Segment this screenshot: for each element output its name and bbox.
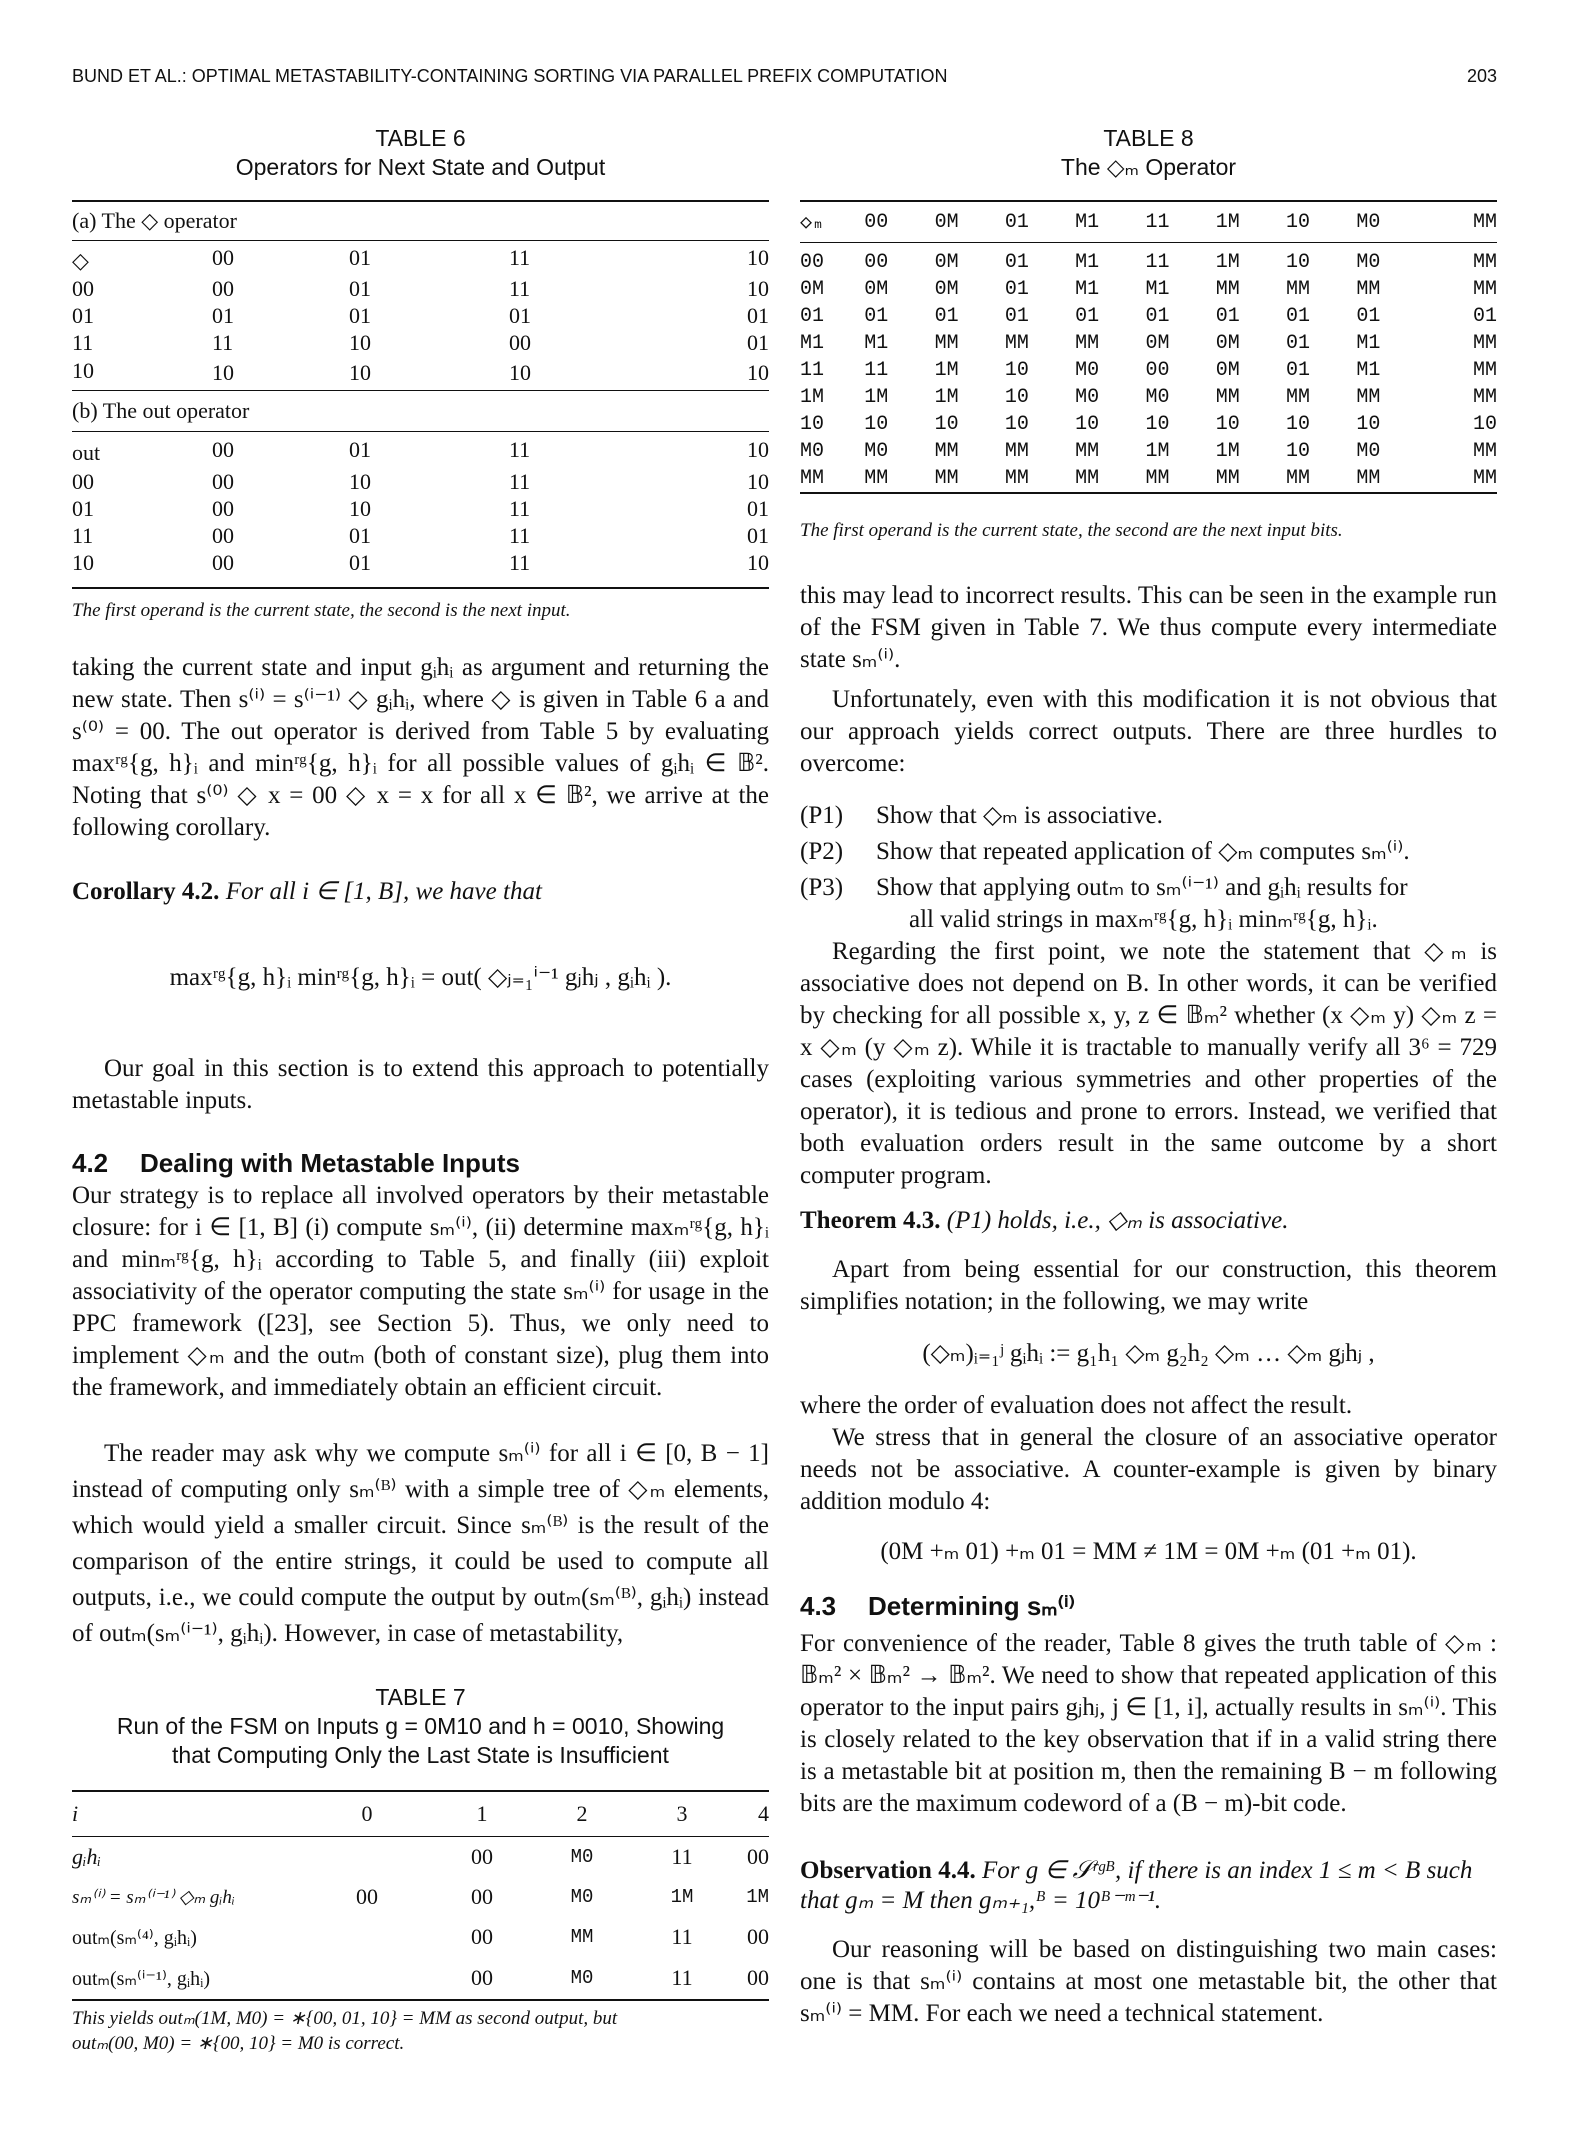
table7-cell: 00: [356, 1884, 378, 1909]
table8-cell: MM: [1472, 386, 1497, 409]
right-paragraph-4: Apart from being essential for our construction, this theorem simplifies notation; in the following, we may write: [800, 1256, 1497, 1315]
table8-cell: 0M: [800, 278, 825, 301]
table8-note: The first operand is the current state, the second are the next input bits.: [800, 520, 1343, 541]
table8-cell: MM: [1075, 332, 1100, 355]
table6-cell: 00: [72, 468, 94, 494]
table8-cell: 01: [1286, 305, 1311, 328]
table6-cell: 10: [349, 495, 371, 521]
table8-cell: MM: [864, 467, 889, 490]
table8-header-cell: 0M: [934, 210, 959, 234]
table8-cell: M0: [800, 440, 825, 463]
table8-cell: MM: [1286, 467, 1311, 490]
table8-cell: MM: [1472, 467, 1497, 490]
table6-b-row: [72, 522, 769, 549]
table8-cell: MM: [1004, 332, 1029, 355]
table8-cell: MM: [1075, 467, 1100, 490]
table7-cell: outₘ(sₘ⁽ⁱ⁻¹⁾, gᵢhᵢ): [72, 1967, 211, 1990]
table7-cell: 00: [471, 1884, 493, 1909]
right-paragraph-8: Our reasoning will be based on distinguishing two main cases: one is that sₘ⁽ⁱ⁾ contains at most one metastable bit, the other that sₘ⁽ⁱ⁾ = MM. For each we need a technical statement.: [800, 1936, 1497, 2027]
table8-cell: 11: [864, 359, 889, 382]
table8-cell: 1M: [934, 359, 959, 382]
table8-cell: MM: [1356, 467, 1381, 490]
table8-cell: MM: [1145, 467, 1170, 490]
table8-cell: M0: [1356, 440, 1381, 463]
table6-cell: 10: [72, 358, 94, 383]
table6-cell: 11: [212, 329, 234, 355]
table7-header-cell: 4: [758, 1801, 769, 1826]
table8-cell: MM: [800, 467, 825, 490]
table6-cell: 10: [747, 360, 769, 385]
table7-grid: [72, 1790, 769, 2001]
table8-cell: 1M: [1215, 440, 1240, 463]
table8: [800, 200, 1497, 494]
table6-cell: 01: [72, 302, 94, 328]
running-header: [72, 66, 1497, 87]
table6-b-header-cell: out: [72, 440, 101, 465]
table6-cell: 01: [349, 275, 371, 301]
table7-label: TABLE 7: [375, 1684, 466, 1710]
table7-cell: 00: [471, 1924, 493, 1949]
table8-cell: MM: [1286, 386, 1311, 409]
table8-cell: 11: [800, 359, 825, 382]
table8-cell: 0M: [1215, 332, 1240, 355]
observation-text: For g ∈ 𝒮ʳᵍᴮ, if there is an index 1 ≤ m < B such that gₘ = M then gₘ₊₁,ᴮ = 10ᴮ⁻ᵐ⁻¹.: [800, 1857, 1473, 1914]
table6-b-header-row: [72, 432, 769, 469]
table8-cell: 1M: [934, 386, 959, 409]
table8-grid: [800, 200, 1497, 494]
right-paragraph-5: where the order of evaluation does not affect the result.: [800, 1392, 1353, 1419]
table8-cell: 1M: [1145, 440, 1170, 463]
table8-row: [800, 384, 1497, 411]
hurdle-p3: [800, 872, 1497, 904]
counterexample-equation: (0M +ₘ 01) +ₘ 01 = MM ≠ 1M = 0M +ₘ (01 +ₘ 01).: [880, 1538, 1417, 1565]
table8-cell: 10: [1356, 413, 1381, 436]
hurdle-list: [800, 800, 1497, 936]
table7-cell: [302, 1837, 432, 1878]
table8-row: [800, 243, 1497, 277]
table8-header-cell: M1: [1075, 210, 1100, 234]
table8-cell: MM: [1004, 467, 1029, 490]
section-title: Determining sₘ⁽ⁱ⁾: [868, 1591, 1075, 1621]
table8-cell: MM: [1215, 467, 1240, 490]
table8-cell: M1: [1075, 278, 1100, 301]
table7-title-line1: Run of the FSM on Inputs g = 0M10 and h = 0010, Showing: [116, 1713, 725, 1739]
table6-a-row: [72, 302, 769, 329]
table7-cell: M0: [570, 1967, 594, 1989]
hurdle-p1: [800, 800, 1497, 832]
table8-cell: 0M: [934, 278, 959, 301]
table8-cell: 0M: [1145, 332, 1170, 355]
table8-cell: 1M: [1215, 251, 1240, 274]
table8-cell: MM: [1356, 278, 1381, 301]
table7-note: [72, 2006, 769, 2056]
table8-cell: 10: [1286, 413, 1311, 436]
observation-label: Observation 4.4.: [800, 1857, 976, 1884]
section-number: 4.2: [72, 1148, 109, 1178]
table7-title-line2: that Computing Only the Last State is Insufficient: [172, 1742, 669, 1768]
table6-title: Operators for Next State and Output: [235, 154, 606, 180]
table8-row: [800, 303, 1497, 330]
table8-cell: 01: [1004, 251, 1029, 274]
table7-header-cell: 0: [361, 1801, 373, 1826]
table7-cell: 1M: [670, 1886, 694, 1908]
table8-cell: MM: [1004, 440, 1029, 463]
table8-cell: 01: [1004, 305, 1029, 328]
table6-b-header-cell: 10: [747, 437, 769, 462]
table8-cell: 01: [1004, 278, 1029, 301]
table7-cell: 11: [671, 1965, 693, 1990]
table7-row: [72, 1917, 769, 1957]
table6-cell: 00: [212, 275, 234, 301]
table8-header-cell: MM: [1472, 210, 1497, 234]
table8-cell: M1: [1356, 332, 1381, 355]
table6-note: The first operand is the current state, the second is the next input.: [72, 600, 571, 621]
table6-b-header-cell: 11: [509, 437, 531, 462]
table6-a-header-row: [72, 241, 769, 276]
table6-a-row: [72, 275, 769, 302]
table8-cell: M1: [1145, 278, 1170, 301]
table6-cell: 01: [747, 302, 769, 328]
table8-cell: 01: [1075, 305, 1100, 328]
table6-part-b-heading: (b) The out operator: [72, 391, 769, 432]
table6-cell: 00: [212, 522, 234, 548]
left-paragraph-2: Our goal in this section is to extend this approach to potentially metastable inputs.: [72, 1055, 769, 1114]
table7: [72, 1790, 769, 2001]
table6-a-header-cell: 01: [349, 245, 371, 270]
table7-row: [72, 1837, 769, 1878]
table6-a-header-cell: ◇: [72, 248, 89, 273]
table6-cell: 10: [349, 329, 371, 355]
section-4-2-heading: [72, 1147, 769, 1179]
table6-cell: 01: [747, 522, 769, 548]
table7-cell: [302, 1917, 432, 1957]
table8-cell: 11: [1145, 251, 1170, 274]
table8-cell: 01: [1145, 305, 1170, 328]
notation-equation: (◇ₘ)ᵢ₌₁ʲ gᵢhᵢ := g₁h₁ ◇ₘ g₂h₂ ◇ₘ … ◇ₘ gⱼhⱼ ,: [922, 1340, 1375, 1367]
right-paragraph-2: Unfortunately, even with this modification it is not obvious that our approach yields correct outputs. There are three hurdles to overcome:: [800, 686, 1497, 777]
table6-cell: 01: [212, 302, 234, 328]
table8-cell: 10: [1075, 413, 1100, 436]
table7-cell: outₘ(sₘ⁽⁴⁾, gᵢhᵢ): [72, 1926, 197, 1949]
corollary-equation: maxʳᵍ{g, h}ᵢ minʳᵍ{g, h}ᵢ = out( ◇ⱼ₌₁ⁱ⁻¹ gⱼhⱼ , gᵢhᵢ ).: [169, 964, 672, 991]
table7-cell: sₘ⁽ⁱ⁾ = sₘ⁽ⁱ⁻¹⁾ ◇ₘ gᵢhᵢ: [72, 1886, 235, 1908]
table8-cell: 10: [1215, 413, 1240, 436]
corollary-label: Corollary 4.2.: [72, 878, 220, 905]
hurdle-p3-cont: all valid strings in maxₘʳᵍ{g, h}ᵢ minₘʳᵍ{g, h}ᵢ.: [909, 906, 1378, 933]
theorem-text: (P1) holds, i.e., ◇ₘ is associative.: [946, 1207, 1289, 1234]
table6-a-row: [72, 356, 769, 391]
table6-cell: 10: [349, 360, 371, 385]
table6-cell: 11: [72, 522, 94, 548]
table8-header-cell: 00: [864, 210, 889, 234]
table8-cell: MM: [1356, 386, 1381, 409]
table7-header-cell: 3: [676, 1801, 688, 1826]
table6-cell: 00: [72, 275, 94, 301]
table8-row: [800, 465, 1497, 493]
theorem-label: Theorem 4.3.: [800, 1207, 941, 1234]
table8-header-cell: 10: [1286, 210, 1311, 234]
table7-cell: 1M: [746, 1886, 769, 1908]
table8-cell: 00: [800, 251, 825, 274]
table6-bottom-rule: [72, 587, 769, 589]
table8-title: The ◇ₘ Operator: [1060, 154, 1237, 180]
table8-cell: M0: [1145, 386, 1170, 409]
table8-row: [800, 411, 1497, 438]
table8-cell: MM: [1472, 278, 1497, 301]
table7-cell: 11: [671, 1844, 693, 1869]
right-paragraph-7: For convenience of the reader, Table 8 gives the truth table of ◇ₘ : 𝔹ₘ² × 𝔹ₘ² → 𝔹ₘ². We need to show that repeated application of this operator to the input pairs gⱼhⱼ, j ∈ [1, i], actually results in sₘ⁽ⁱ⁾. This is closely related to the key observation that if in a valid string there is a metastable bit at position m, then the remaining B − m following bits are the maximum codeword of a (B − m)-bit code.: [800, 1630, 1497, 1817]
table8-cell: 10: [934, 413, 959, 436]
table8-cell: 01: [1286, 332, 1311, 355]
table8-cell: 01: [1215, 305, 1240, 328]
table7-cell: 11: [671, 1924, 693, 1949]
table8-cell: 10: [800, 413, 825, 436]
table6-cell: 11: [72, 329, 94, 355]
table7-note-line2: outₘ(00, M0) = ∗{00, 10} = M0 is correct.: [72, 2033, 405, 2054]
section-number: 4.3: [800, 1591, 837, 1621]
table8-cell: 1M: [864, 386, 889, 409]
table8-cell: 10: [864, 413, 889, 436]
table6-cell: 11: [509, 495, 531, 521]
table7-cell: 00: [747, 1924, 769, 1949]
table8-cell: 01: [1472, 305, 1497, 328]
table8-cell: M0: [864, 440, 889, 463]
hurdle-p2: [800, 836, 1497, 868]
table6-b-row: [72, 549, 769, 576]
table7-header-cell: 1: [476, 1801, 488, 1826]
table8-cell: M1: [1075, 251, 1100, 274]
table8-header-row: [800, 201, 1497, 243]
table8-header-cell: ◇ₘ: [800, 212, 825, 235]
table6-cell: 00: [212, 495, 234, 521]
table6-cell: 00: [509, 329, 531, 355]
table8-cell: MM: [1472, 440, 1497, 463]
table8-cell: M1: [1356, 359, 1381, 382]
table7-header-row: [72, 1791, 769, 1837]
table7-row: [72, 1877, 769, 1917]
table6-b-row: [72, 495, 769, 522]
table6-cell: 01: [349, 522, 371, 548]
page-number: 203: [1466, 66, 1497, 86]
table6-cell: 10: [747, 275, 769, 301]
table8-cell: 00: [1145, 359, 1170, 382]
hurdle-text: Show that ◇ₘ is associative.: [876, 802, 1163, 829]
table6-a-row: [72, 329, 769, 356]
corollary-4-2: [72, 876, 769, 908]
table7-cell: MM: [570, 1926, 594, 1948]
table6-a-header-cell: 11: [509, 245, 531, 270]
table8-header-cell: M0: [1356, 210, 1381, 234]
table8-cell: 01: [1286, 359, 1311, 382]
left-paragraph-3: Our strategy is to replace all involved operators by their metastable closure: for i ∈ [1, B] (i) compute sₘ⁽ⁱ⁾, (ii) determine maxₘʳᵍ{g, h}ᵢ and minₘʳᵍ{g, h}ᵢ according to Table 5, and finally (iii) exploit associativity of the operator computing the state sₘ⁽ⁱ⁾ for usage in the PPC framework ([23], see Section 5). Thus, we only need to implement ◇ₘ and the outₘ (both of constant size), plug them into the framework, and immediately obtain an efficient circuit.: [72, 1182, 769, 1401]
table6-cell: 01: [349, 549, 371, 575]
table6-a-header-cell: 10: [747, 245, 769, 270]
table8-cell: 10: [1004, 413, 1029, 436]
table7-cell: 00: [747, 1844, 769, 1869]
table8-cell: 0M: [1215, 359, 1240, 382]
table8-cell: 01: [934, 305, 959, 328]
hurdle-label: (P2): [800, 838, 844, 865]
table8-cell: 01: [864, 305, 889, 328]
table8-cell: MM: [934, 440, 959, 463]
table6-cell: 10: [509, 360, 531, 385]
section-4-3-heading: [800, 1590, 1497, 1622]
table8-cell: M1: [800, 332, 825, 355]
table8-cell: 0M: [934, 251, 959, 274]
table6-a-header-cell: 00: [212, 245, 234, 270]
table6: [72, 200, 769, 576]
table6-cell: 01: [509, 302, 531, 328]
table7-cell: M0: [570, 1886, 594, 1908]
table6-cell: 11: [509, 275, 531, 301]
hurdle-label: (P1): [800, 802, 844, 829]
table8-cell: M0: [1075, 359, 1100, 382]
table8-cell: MM: [1472, 251, 1497, 274]
table8-cell: 10: [1286, 251, 1311, 274]
table8-cell: 10: [1145, 413, 1170, 436]
table8-row: [800, 276, 1497, 303]
table7-cell: [302, 1957, 432, 2000]
observation-4-4: [800, 1856, 1497, 1916]
table7-cell: gᵢhᵢ: [72, 1844, 101, 1869]
table7-cell: 00: [471, 1844, 493, 1869]
hurdle-text: Show that repeated application of ◇ₘ computes sₘ⁽ⁱ⁾.: [876, 838, 1410, 865]
table7-header-cell: 2: [576, 1801, 588, 1826]
table8-header-cell: 01: [1004, 210, 1029, 234]
table6-b-header-cell: 00: [212, 437, 234, 462]
table8-cell: 0M: [864, 278, 889, 301]
table8-cell: MM: [1215, 386, 1240, 409]
table7-header-cell: i: [72, 1801, 79, 1826]
table6-cell: 00: [212, 549, 234, 575]
table8-cell: 10: [1472, 413, 1497, 436]
table6-cell: 01: [747, 329, 769, 355]
theorem-4-3: [800, 1205, 1497, 1237]
table8-cell: MM: [1215, 278, 1240, 301]
table6-cell: 11: [509, 549, 531, 575]
table6-cell: 01: [747, 495, 769, 521]
table6-cell: 01: [72, 495, 94, 521]
table8-cell: MM: [1472, 359, 1497, 382]
table8-cell: 1M: [800, 386, 825, 409]
left-paragraph-4: The reader may ask why we compute sₘ⁽ⁱ⁾ for all i ∈ [0, B − 1] instead of computing only sₘ⁽ᴮ⁾ with a simple tree of ◇ₘ elements, which would yield a smaller circuit. Since sₘ⁽ᴮ⁾ is the result of the comparison of the entire strings, it could be used to compute all outputs, i.e., we could compute the output by outₘ(sₘ⁽ᴮ⁾, gᵢhᵢ) instead of outₘ(sₘ⁽ⁱ⁻¹⁾, gᵢhᵢ). However, in case of metastability,: [72, 1440, 769, 1647]
table6-cell: 10: [72, 549, 94, 575]
table8-cell: 10: [1004, 359, 1029, 382]
corollary-text: For all i ∈ [1, B], we have that: [225, 878, 542, 905]
table8-cell: 01: [800, 305, 825, 328]
table6-cell: 11: [509, 468, 531, 494]
hurdle-text: Show that applying outₘ to sₘ⁽ⁱ⁻¹⁾ and gᵢhᵢ results for: [876, 874, 1408, 901]
running-title: BUND ET AL.: OPTIMAL METASTABILITY-CONTAINING SORTING VIA PARALLEL PREFIX COMPUTATION: [72, 66, 948, 86]
table8-label: TABLE 8: [1103, 125, 1194, 151]
table8-cell: MM: [934, 467, 959, 490]
table6-label: TABLE 6: [375, 125, 466, 151]
table6-cell: 01: [349, 302, 371, 328]
table6-cell: 10: [212, 360, 234, 385]
table8-cell: M1: [864, 332, 889, 355]
table7-note-line1: This yields outₘ(1M, M0) = ∗{00, 01, 10} = MM as second output, but: [72, 2008, 618, 2029]
table6-grid: [72, 200, 769, 576]
table8-row: [800, 357, 1497, 384]
table7-row: [72, 1957, 769, 2000]
hurdle-label: (P3): [800, 874, 844, 901]
table8-cell: 01: [1356, 305, 1381, 328]
right-paragraph-1: this may lead to incorrect results. This can be seen in the example run of the FSM given in Table 7. We thus compute every intermediate state sₘ⁽ⁱ⁾.: [800, 582, 1497, 673]
table7-cell: 00: [747, 1965, 769, 1990]
table6-part-a-heading: (a) The ◇ operator: [72, 201, 769, 241]
left-paragraph-1: taking the current state and input gᵢhᵢ as argument and returning the new state. Then s⁽ⁱ⁾ = s⁽ⁱ⁻¹⁾ ◇ gᵢhᵢ, where ◇ is given in Table 6 a and s⁽⁰⁾ = 00. The out operator is derived from Table 5 by evaluating maxʳᵍ{g, h}ᵢ and minʳᵍ{g, h}ᵢ for all possible values of gᵢhᵢ ∈ 𝔹². Noting that s⁽⁰⁾ ◇ x = 00 ◇ x = x for all x ∈ 𝔹², we arrive at the following corollary.: [72, 654, 769, 841]
table7-cell: 00: [471, 1965, 493, 1990]
table8-cell: MM: [1286, 278, 1311, 301]
table8-cell: 10: [1004, 386, 1029, 409]
table8-header-cell: 11: [1145, 210, 1170, 234]
table6-cell: 10: [349, 468, 371, 494]
table8-cell: M0: [1356, 251, 1381, 274]
table8-cell: 00: [864, 251, 889, 274]
table7-caption: [72, 1683, 769, 1770]
table7-cell: M0: [570, 1846, 594, 1868]
table6-cell: 10: [747, 549, 769, 575]
table8-cell: M0: [1075, 386, 1100, 409]
table8-row: [800, 330, 1497, 357]
table8-cell: 10: [1286, 440, 1311, 463]
right-paragraph-6: We stress that in general the closure of an associative operator needs not be associative. A counter-example is given by binary addition modulo 4:: [800, 1424, 1497, 1515]
table6-cell: 11: [509, 522, 531, 548]
table6-b-row: [72, 468, 769, 495]
table8-cell: MM: [1075, 440, 1100, 463]
table8-cell: MM: [934, 332, 959, 355]
right-paragraph-3: Regarding the first point, we note the statement that ◇ₘ is associative does not depend on B. In other words, it can be verified by checking for all possible x, y, z ∈ 𝔹ₘ² whether (x ◇ₘ y) ◇ₘ z = x ◇ₘ (y ◇ₘ z). While it is tractable to manually verify all 3⁶ = 729 cases (exploiting various symmetries and other properties of the operator), it is tedious and prone to errors. Instead, we verified that both evaluation orders result in the same outcome by a short computer program.: [800, 938, 1497, 1189]
section-title: Dealing with Metastable Inputs: [140, 1148, 520, 1178]
table8-caption: [800, 124, 1497, 182]
table6-cell: 00: [212, 468, 234, 494]
table8-header-cell: 1M: [1215, 210, 1240, 234]
table8-cell: MM: [1472, 332, 1497, 355]
table8-row: [800, 438, 1497, 465]
table6-b-header-cell: 01: [349, 437, 371, 462]
table6-caption: [72, 124, 769, 182]
table6-cell: 10: [747, 468, 769, 494]
